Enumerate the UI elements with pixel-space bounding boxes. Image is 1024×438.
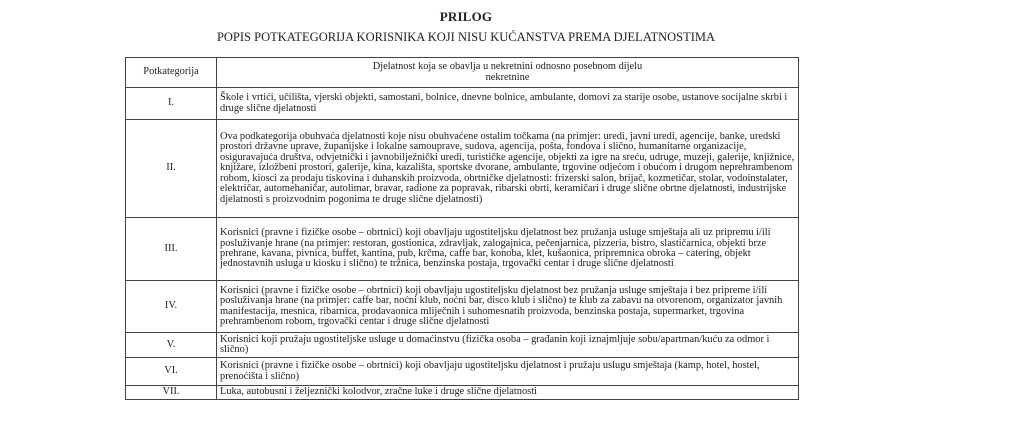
- header-activity: [217, 58, 799, 88]
- document-subtitle: POPIS POTKATEGORIJA KORISNIKA KOJI NISU KUĆANSTVA PREMA DJELATNOSTIMA: [216, 30, 716, 44]
- document-title: PRILOG: [439, 9, 493, 24]
- table-row: [126, 358, 799, 386]
- table-row: [126, 120, 799, 218]
- header-activity-text: Djelatnost koja se obavlja u nekretnini odnosno posebnom dijelu nekretnine: [372, 61, 643, 83]
- row-activity: Luka, autobusni i željeznički kolodvor, zračne luke i druge slične djelatnosti: [217, 386, 799, 400]
- table-row: [126, 88, 799, 120]
- table-row: [126, 386, 799, 400]
- row-activity: Korisnici koji pružaju ugostiteljske usluge u domaćinstvu (fizička osoba – građanin koji iznajmljuje sobu/apartman/kuću za odmor i slično): [217, 333, 799, 358]
- row-category: VI.: [126, 358, 217, 386]
- row-category: IV.: [126, 281, 217, 333]
- row-activity: Škole i vrtići, učilišta, vjerski objekti, samostani, bolnice, dnevne bolnice, ambulante, domovi za starije osobe, ustanove socijalne skrbi i druge slične djelatnosti: [217, 88, 799, 120]
- subcategory-table: [125, 57, 799, 400]
- header-category: Potkategorija: [126, 58, 217, 88]
- row-category: I.: [126, 88, 217, 120]
- row-category: V.: [126, 333, 217, 358]
- row-category: III.: [126, 218, 217, 281]
- table-row: [126, 281, 799, 333]
- row-category: II.: [126, 120, 217, 218]
- row-activity: Korisnici (pravne i fizičke osobe – obrtnici) koji obavljaju ugostiteljsku djelatnost i pružaju uslugu smještaja (kamp, hotel, hostel, prenoćišta i slično): [217, 358, 799, 386]
- table-row: [126, 333, 799, 358]
- row-activity: Korisnici (pravne i fizičke osobe – obrtnici) koji obavljaju ugostiteljsku djelatnost bez pružanja usluge smještaja i bez pripreme i/ili posluživanja hrane (na primjer: caffe bar, noćni klub, noćni bar, disco klub i slično) te klub za zabavu na otvorenom, organizator javnih manifestacija, mesnica, ribarnica, prodavaonica mliječnih i suhomesnatih proizvoda, benzinska postaja, supermarket, trgovina prehrambenom robom, trgovački centar i druge slične djelatnosti: [217, 281, 799, 333]
- row-activity: Ova podkategorija obuhvaća djelatnosti koje nisu obuhvaćene ostalim točkama (na primjer: uredi, javni uredi, agencije, banke, uredski prostori državne uprave, županijske i lokalne samouprave, sudova, agencija, pošta, fondova i slično, humanitarne organizacije, osiguravajuća društva, odvjetnički i javnobilježnički uredi, turističke agencije, objekti za igre na sreću, udruge, muzeji, galerije, knjižnice, knjižare, izložbeni prostori, galerije, kina, kazališta, sportske dvorane, ambulante, trgovine odjećom i obućom i drugom neprehrambenom robom, kiosci za prodaju tiskovina i duhanskih proizvoda, obrtničke djelatnosti: frizerski salon, brijač, kozmetičar, stolar, vodoinstalater, električar, automehaničar, autolimar, bravar, radione za popravak, ribarski obrti, keramičari i druge slične obrtne djelatnosti, industrijske djelatnosti s proizvodnim pogonima te druge slične djelatnosti): [217, 120, 799, 218]
- table-header-row: [126, 58, 799, 88]
- row-activity: Korisnici (pravne i fizičke osobe – obrtnici) koji obavljaju ugostiteljsku djelatnost bez pružanja usluge smještaja ali uz pripremu i/ili posluživanje hrane (na primjer: restoran, gostionica, zdravljak, zalogajnica, pečenjarnica, pizzeria, bistro, slastičarnica, objekti brze prehrane, kavana, pivnica, buffet, kantina, pub, krčma, caffe bar, konoba, klet, kušaonica, pripremnica obroka – catering, objekt jednostavnih usluga u kiosku i slično) te tržnica, benzinska postaja, trgovački centar i druge slične djelatnosti: [217, 218, 799, 281]
- table-row: [126, 218, 799, 281]
- row-category: VII.: [126, 386, 217, 400]
